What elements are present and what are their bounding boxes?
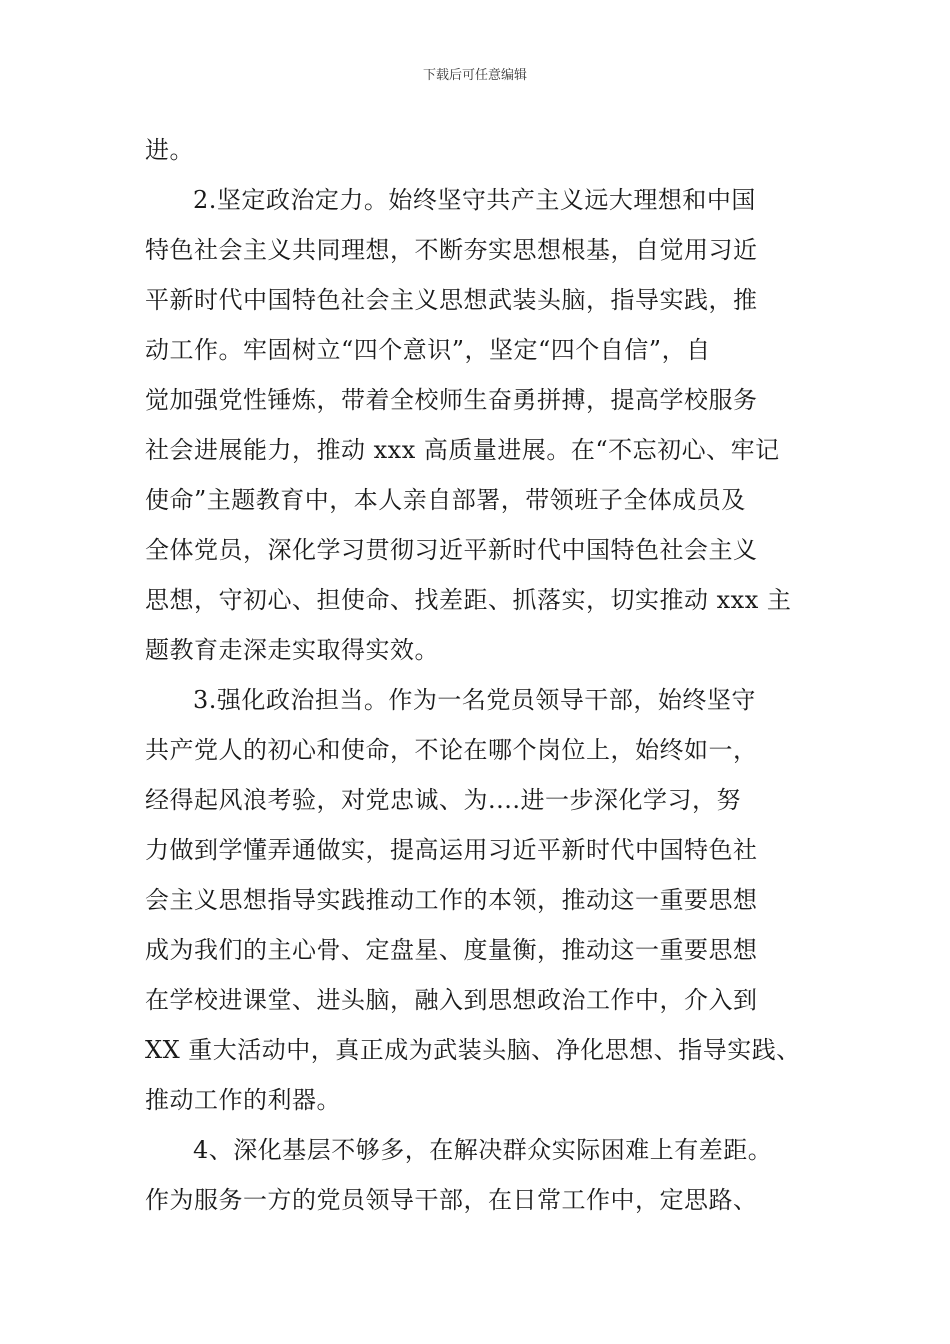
text-line: 作为服务一方的党员领导干部，在日常工作中，定思路、 [145,1186,758,1214]
text-line: 成为我们的主心骨、定盘星、度量衡，推动这一重要思想 [145,936,758,964]
text-line: 动工作。牢固树立“四个意识”，坚定“四个自信”，自 [145,336,711,364]
page-header: 下载后可任意编辑 [422,68,527,83]
text-line: 3.强化政治担当。作为一名党员领导干部，始终坚守 [193,686,756,714]
text-line: 使命”主题教育中，本人亲自部署，带领班子全体成员及 [145,486,746,514]
text-line: XX 重大活动中，真正成为武装头脑、净化思想、指导实践、 [145,1036,801,1064]
text-line: 觉加强党性锤炼，带着全校师生奋勇拼搏，提高学校服务 [145,386,758,414]
text-line: 思想，守初心、担使命、找差距、抓落实，切实推动 xxx 主 [145,586,792,614]
text-line: 4、深化基层不够多，在解决群众实际困难上有差距。 [193,1136,773,1164]
text-line: 推动工作的利器。 [145,1086,341,1114]
text-line: 社会进展能力，推动 xxx 高质量进展。在“不忘初心、牢记 [145,436,780,464]
text-line: 题教育走深走实取得实效。 [145,636,439,664]
text-line: 进。 [145,136,194,164]
text-line: 会主义思想指导实践推动工作的本领，推动这一重要思想 [145,886,758,914]
text-line: 力做到学懂弄通做实，提高运用习近平新时代中国特色社 [145,836,758,864]
text-line: 2.坚定政治定力。始终坚守共产主义远大理想和中国 [193,186,756,214]
text-line: 在学校进课堂、进头脑，融入到思想政治工作中，介入到 [145,986,758,1014]
text-line: 全体党员，深化学习贯彻习近平新时代中国特色社会主义 [145,536,758,564]
text-line: 特色社会主义共同理想，不断夯实思想根基，自觉用习近 [145,236,758,264]
text-line: 经得起风浪考验，对党忠诚、为....进一步深化学习，努 [145,786,742,814]
text-line: 平新时代中国特色社会主义思想武装头脑，指导实践，推 [145,286,758,314]
text-line: 共产党人的初心和使命，不论在哪个岗位上，始终如一， [145,736,758,764]
